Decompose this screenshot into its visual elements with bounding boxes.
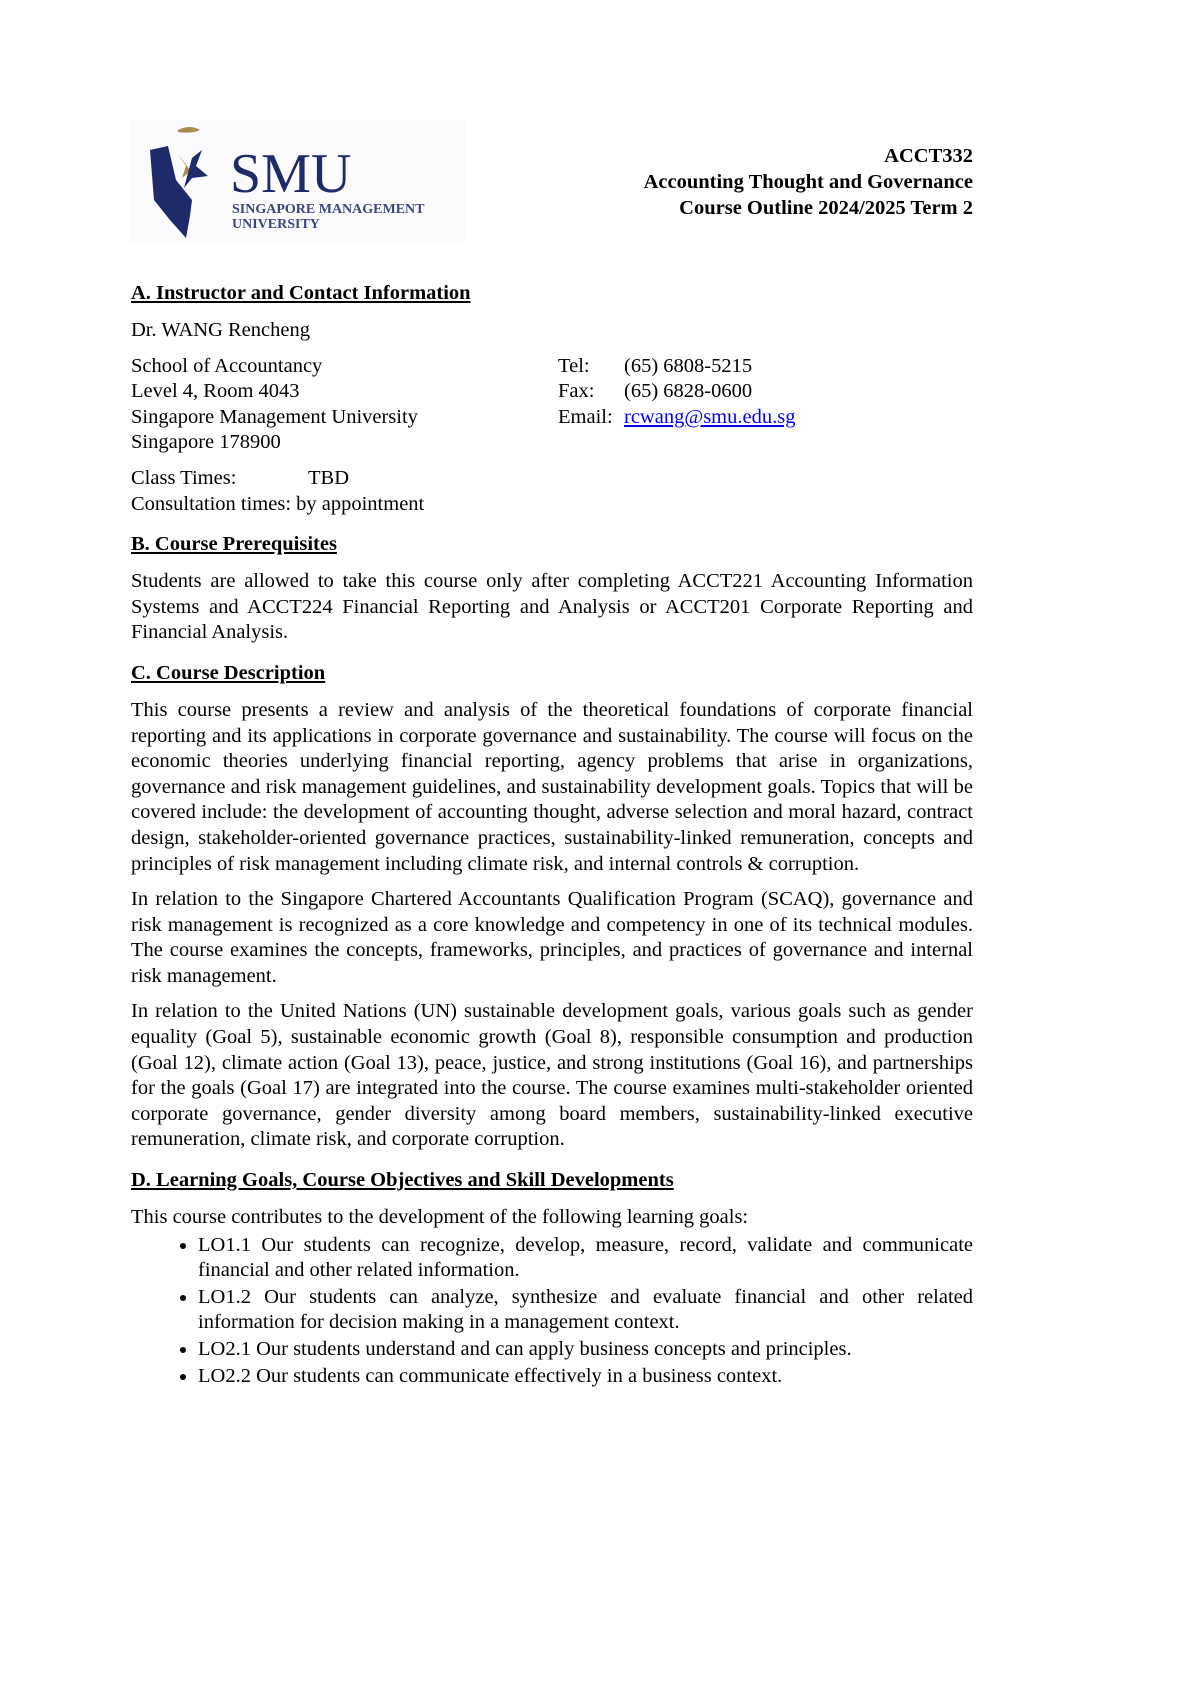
smu-crest-icon bbox=[130, 120, 466, 244]
email-label: Email: bbox=[558, 405, 613, 428]
paragraph: This course contributes to the development of the following learning goals: bbox=[131, 1206, 749, 1229]
instructor-name: Dr. WANG Rencheng bbox=[131, 319, 310, 341]
class-times-value: TBD bbox=[308, 466, 349, 489]
svg-text:UNIVERSITY: UNIVERSITY bbox=[232, 217, 320, 232]
learning-goals-list bbox=[131, 1233, 973, 1390]
section-heading: A. Instructor and Contact Information bbox=[131, 282, 471, 304]
address bbox=[131, 354, 558, 456]
list-item: • LO1.2 Our students can analyze, synthesize and evaluate financial and other related information for decision making in a management context. bbox=[198, 1285, 973, 1336]
address-line: Singapore 178900 bbox=[131, 431, 281, 454]
list-item: • LO1.1 Our students can recognize, develop, measure, record, validate and communicate financial and other related information. bbox=[198, 1233, 973, 1284]
email-link[interactable]: rcwang@smu.edu.sg bbox=[624, 405, 796, 428]
section-learning-goals bbox=[131, 1167, 973, 1389]
paragraph: In relation to the Singapore Chartered Accountants Qualification Program (SCAQ), governance and risk management is recognized as a core knowledge and competency in one of its technical modules. The course examines the concepts, frameworks, principles, and practices of governance and internal risk management. bbox=[131, 888, 973, 987]
list-item: • LO2.1 Our students understand and can apply business concepts and principles. bbox=[198, 1337, 973, 1363]
address-line: Level 4, Room 4043 bbox=[131, 380, 300, 403]
list-item: • LO2.2 Our students can communicate effectively in a business context. bbox=[198, 1364, 973, 1390]
course-term: Course Outline 2024/2025 Term 2 bbox=[679, 197, 973, 219]
svg-text:SMU: SMU bbox=[230, 143, 352, 205]
tel-value: (65) 6808-5215 bbox=[624, 354, 753, 377]
tel-label: Tel: bbox=[558, 354, 590, 377]
paragraph: Students are allowed to take this course only after completing ACCT221 Accounting Information Systems and ACCT224 Financial Reporting and Analysis or ACCT201 Corporate Reporting and Financial Analysis. bbox=[131, 570, 973, 644]
section-prerequisites bbox=[131, 531, 973, 646]
course-header bbox=[644, 143, 973, 221]
paragraph: In relation to the United Nations (UN) sustainable development goals, various goals such as gender equality (Goal 5), sustainable economic growth (Goal 8), responsible consumption and production (Goal 12), climate action (Goal 13), peace, justice, and strong institutions (Goal 16), and partnerships for the goals (Goal 17) are integrated into the course. The course examines multi-stakeholder oriented corporate governance, gender diversity among board members, sustainability-linked executive remuneration, climate risk, and corporate corruption. bbox=[131, 1000, 973, 1151]
section-heading: D. Learning Goals, Course Objectives and Skill Developments bbox=[131, 1169, 674, 1192]
fax-label: Fax: bbox=[558, 380, 595, 403]
smu-logo bbox=[130, 120, 466, 244]
section-description bbox=[131, 660, 973, 1153]
section-heading: B. Course Prerequisites bbox=[131, 533, 337, 556]
fax-value: (65) 6828-0600 bbox=[624, 380, 753, 403]
address-line: Singapore Management University bbox=[131, 405, 418, 428]
class-times-label: Class Times: bbox=[131, 466, 237, 489]
paragraph: This course presents a review and analysis of the theoretical foundations of corporate financial reporting and its applications in corporate governance and sustainability. The course will focus on the economic theories underlying financial reporting, agency problems that arise in organizations, governance and risk management guidelines, and sustainability development goals. Topics that will be covered include: the development of accounting thought, adverse selection and moral hazard, contract design, stakeholder-oriented governance practices, sustainability-linked remuneration, concepts and principles of risk management including climate risk, and internal controls & corruption. bbox=[131, 698, 973, 875]
class-times bbox=[131, 466, 973, 492]
course-title: Accounting Thought and Governance bbox=[643, 171, 973, 193]
section-instructor bbox=[131, 280, 973, 517]
svg-text:SINGAPORE MANAGEMENT: SINGAPORE MANAGEMENT bbox=[232, 202, 425, 217]
address-line: School of Accountancy bbox=[131, 354, 323, 377]
document-body bbox=[131, 280, 973, 1390]
section-heading: C. Course Description bbox=[131, 661, 326, 684]
contact-numbers bbox=[558, 354, 795, 456]
contact-block bbox=[131, 354, 973, 456]
consultation-times: Consultation times: by appointment bbox=[131, 492, 425, 515]
course-code: ACCT332 bbox=[884, 145, 973, 167]
